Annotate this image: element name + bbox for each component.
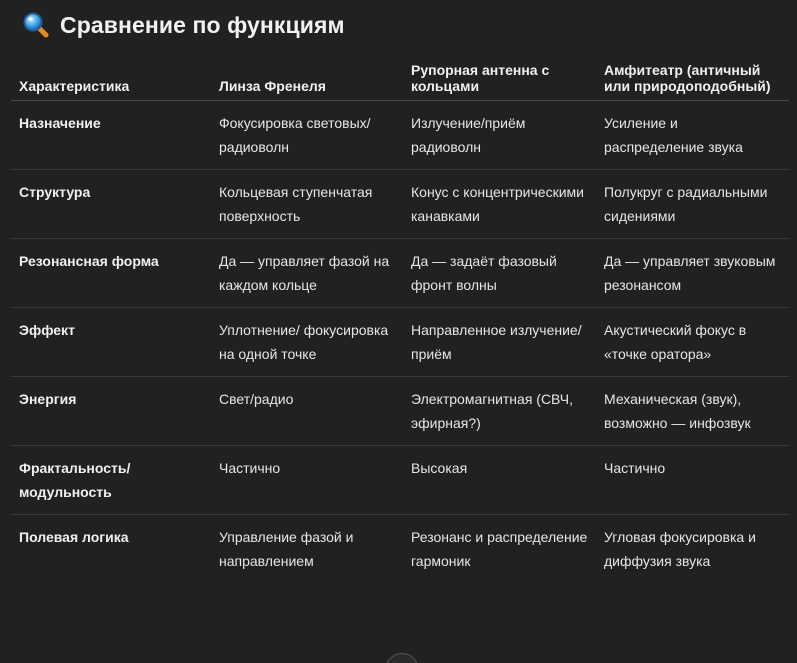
table-cell: Частично xyxy=(596,445,789,514)
table-cell: Резонанс и распределение гармоник xyxy=(411,528,588,569)
table-row xyxy=(11,307,789,376)
table-cell: Свет/радио xyxy=(211,376,403,445)
table-row xyxy=(11,445,789,514)
column-header: Характеристика xyxy=(11,52,211,100)
table-row xyxy=(11,169,789,238)
table-cell: Фокусировка световых/ радиоволн xyxy=(211,100,403,169)
table-row xyxy=(11,238,789,307)
table-cell: Управление фазой и направлением xyxy=(219,528,354,569)
table-cell: Да — управляет фазой на каждом кольце xyxy=(211,238,403,307)
table-cell: Уплотнение/ фокусировка на одной точке xyxy=(211,307,403,376)
table-cell: Направленное излучение/приём xyxy=(403,307,596,376)
row-label: Резонансная форма xyxy=(11,238,211,307)
column-header: Амфитеатр (античный или природоподобный) xyxy=(596,52,789,100)
row-label: Назначение xyxy=(11,100,211,169)
table-cell: Механическая (звук), возможно — инфозвук xyxy=(596,376,789,445)
table-cell: Угловая фокусировка и диффузия звука xyxy=(604,528,756,569)
table-cell: Высокая xyxy=(403,445,596,514)
table-cell: Да — управляет звуковым резонансом xyxy=(596,238,789,307)
column-header: Линза Френеля xyxy=(211,52,403,100)
magnifier-icon xyxy=(22,11,50,39)
comparison-table xyxy=(11,52,789,583)
row-label: Фрактальность/ модульность xyxy=(11,445,211,514)
page-title: Сравнение по функциям xyxy=(60,11,345,38)
table-row xyxy=(11,100,789,169)
table-cell: Частично xyxy=(211,445,403,514)
table-row xyxy=(11,376,789,445)
row-label: Полевая логика xyxy=(19,528,129,545)
table-cell: Полукруг с радиальными сидениями xyxy=(596,169,789,238)
table-cell: Усиление и распределение звука xyxy=(596,100,789,169)
table-cell: Акустический фокус в «точке оратора» xyxy=(596,307,789,376)
table-row xyxy=(11,514,789,583)
table-cell: Излучение/приём радиоволн xyxy=(403,100,596,169)
row-label: Энергия xyxy=(11,376,211,445)
table-cell: Да — задаёт фазовый фронт волны xyxy=(403,238,596,307)
section-header xyxy=(22,8,345,42)
row-label: Структура xyxy=(11,169,211,238)
column-header: Рупорная антенна с кольцами xyxy=(403,52,596,100)
table-header-row xyxy=(11,52,789,100)
table-cell: Электромагнитная (СВЧ, эфирная?) xyxy=(403,376,596,445)
table-cell: Кольцевая ступенчатая поверхность xyxy=(211,169,403,238)
row-label: Эффект xyxy=(11,307,211,376)
scroll-down-button[interactable] xyxy=(385,653,419,663)
table-cell: Конус с концентрическими канавками xyxy=(403,169,596,238)
